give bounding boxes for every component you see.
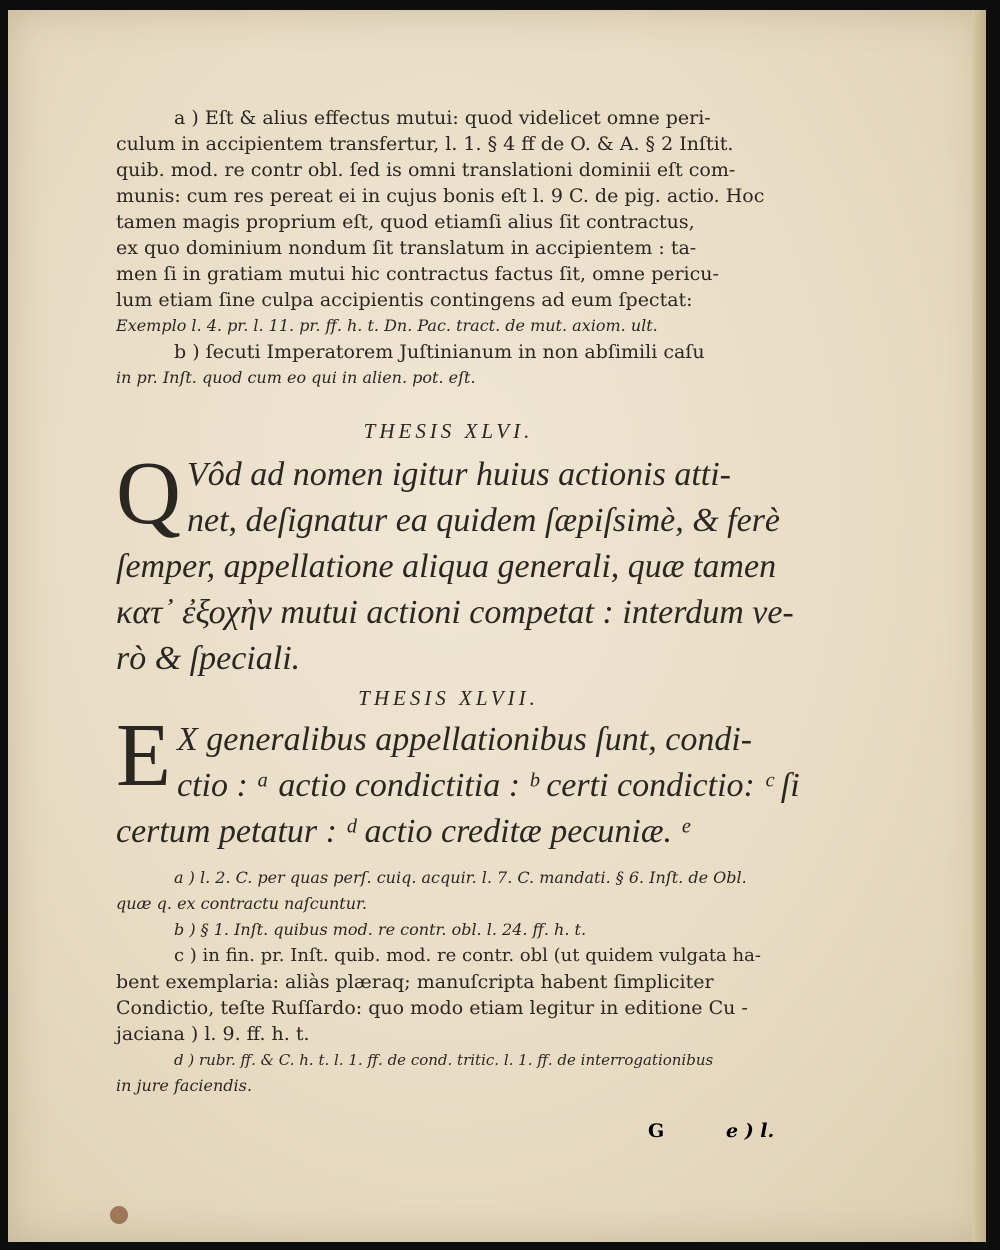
thesis-line: Vôd ad nomen igitur huius actionis atti- (187, 456, 731, 493)
note-line: a ) Eſt & alius effectus mutui: quod videlicet omne peri- (174, 107, 711, 129)
note-line: lum etiam ſine culpa accipientis contingens ad eum ſpectat: (116, 289, 693, 311)
thesis-line: ſemper, appellatione aliqua generali, quæ tamen (116, 548, 777, 585)
note-line: quib. mod. re contr obl. ſed is omni translationi dominii eſt com- (116, 159, 736, 181)
note-line: c ) in fin. pr. Inſt. quib. mod. re contr. obl (ut quidem vulgata ha- (174, 945, 761, 966)
drop-cap: Q (116, 444, 181, 543)
note-line: tamen magis proprium eſt, quod etiamſi alius ſit contractus, (116, 211, 695, 233)
note-line: munis: cum res pereat ei in cujus bonis eſt l. 9 C. de pig. actio. Hoc (116, 185, 765, 207)
note-line: b ) ſecuti Imperatorem Juſtinianum in non abſimili caſu (174, 341, 705, 363)
note-line: a ) l. 2. C. per quas perſ. cuiq. acquir. l. 7. C. mandati. § 6. Inſt. de Obl. (174, 868, 747, 887)
footnotes-bottom (116, 865, 781, 1099)
note-line: bent exemplaria: aliàs plæraq; manuſcripta habent ſimpliciter (116, 971, 714, 993)
catchword: e ) l. (726, 1120, 775, 1142)
note-line: quæ q. ex contractu naſcuntur. (116, 894, 368, 913)
ink-stain (110, 1206, 128, 1224)
note-line: in pr. Inſt. quod cum eo qui in alien. pot. eſt. (116, 368, 476, 387)
note-line: Exemplo l. 4. pr. l. 11. pr. ff. h. t. Dn. Pac. tract. de mut. axiom. ult. (116, 316, 658, 335)
thesis-line: certum petatur : ᵈ actio creditæ pecuniæ. ᵉ (116, 813, 690, 850)
thesis-line: ctio : ᵃ actio condictitia : ᵇ certi condictio: ᶜ ſi (176, 767, 800, 804)
footnotes-top (116, 105, 781, 391)
thesis-line: rò & ſpeciali. (116, 640, 301, 677)
drop-cap: E (116, 706, 171, 805)
note-line: Condictio, teſte Ruſſardo: quo modo etiam legitur in editione Cu - (116, 997, 748, 1019)
thesis-line: X generalibus appellationibus ſunt, condi- (176, 721, 753, 758)
thesis-heading: THESIS XLVII. (358, 686, 539, 710)
signature-mark: G (648, 1120, 665, 1142)
note-line: men ſi in gratiam mutui hic contractus factus ſit, omne pericu- (116, 263, 719, 285)
page-text (116, 105, 800, 1099)
note-line: d ) rubr. ff. & C. h. t. l. 1. ff. de cond. tritic. l. 1. ff. de interrogationibus (174, 1051, 714, 1069)
note-line: jaciana ) l. 9. ff. h. t. (116, 1023, 310, 1045)
book-page (8, 10, 986, 1242)
note-line: culum in accipientem transfertur, l. 1. § 4 ff de O. & A. § 2 Inſtit. (116, 133, 734, 155)
thesis-heading: THESIS XLVI. (363, 419, 534, 443)
note-line: in jure faciendis. (116, 1076, 252, 1095)
thesis-line: κατ᾽ ἐξοχὴν mutui actioni competat : interdum ve- (116, 594, 794, 631)
note-line: ex quo dominium nondum ſit translatum in accipientem : ta- (116, 237, 697, 259)
note-line: b ) § 1. Inſt. quibus mod. re contr. obl. l. 24. ff. h. t. (174, 920, 587, 939)
thesis-46-body (116, 444, 794, 682)
thesis-line: net, deſignatur ea quidem ſæpiſsimè, & ferè (187, 502, 781, 539)
page-edge (972, 10, 986, 1242)
thesis-47-body (116, 706, 800, 855)
